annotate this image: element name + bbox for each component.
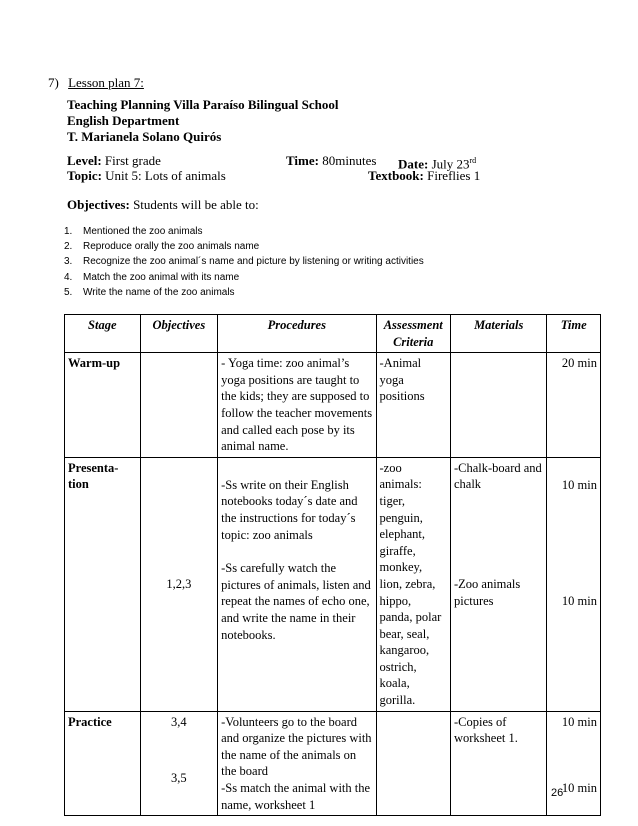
teacher-name: T. Marianela Solano Quirós — [67, 129, 222, 144]
table-header-row — [65, 315, 601, 353]
time-value: 80minutes — [322, 153, 377, 168]
objectives-value: 3,5 — [171, 771, 187, 786]
assessment-cell: -zoo animals: tiger, penguin, elephant, giraffe, monkey, lion, zebra, hippo, panda, polar bear, seal, kangaroo, ostrich, koala, gorilla. — [376, 457, 450, 711]
objective-text: Reproduce orally the zoo animals name — [83, 241, 260, 253]
procedure-step: -Ss match the animal with the name, worksheet 1 — [221, 781, 371, 812]
material-item: -Chalk-board and chalk — [453, 460, 542, 492]
page-number: 26 — [551, 787, 564, 799]
procedure-cell — [218, 711, 376, 816]
objectives-value: 1,2,3 — [166, 576, 192, 591]
procedure-step: -Ss write on their English notebooks today´s date and the instructions for today´s topic: zoo animals — [221, 477, 358, 542]
textbook-value: Fireflies 1 — [427, 168, 481, 183]
stage-cell: Warm-up — [65, 353, 141, 458]
stage-cell: Practice — [65, 711, 141, 816]
time-value: 10 min — [561, 781, 597, 796]
time-value: 10 min — [561, 477, 597, 492]
topic-label: Topic: — [67, 168, 102, 183]
objectives-label: Objectives: — [67, 197, 130, 212]
objective-item — [64, 254, 424, 269]
objectives-value: 3,4 — [171, 714, 187, 729]
procedure-step: -Volunteers go to the board and organize the pictures with the name of the animals on the board — [221, 714, 372, 779]
date-superscript: rd — [469, 156, 477, 165]
objective-text: Match the zoo animal with its name — [83, 271, 240, 283]
assessment-cell — [376, 711, 450, 816]
date-value: July 23 — [431, 156, 470, 172]
section-heading — [48, 75, 144, 91]
header-objectives: Objectives — [140, 315, 218, 353]
time-cell: 20 min — [547, 353, 601, 458]
document-header — [67, 97, 339, 145]
objective-item — [64, 270, 424, 285]
header-assessment: Assessment Criteria — [376, 315, 450, 353]
stage-cell: Presenta-tion — [65, 457, 141, 711]
section-number: 7) — [48, 75, 59, 90]
lesson-plan-table — [64, 314, 601, 816]
materials-cell — [450, 457, 547, 711]
objectives-intro: Students will be able to: — [133, 197, 259, 212]
time-value: 10 min — [561, 714, 597, 729]
level-value: First grade — [104, 153, 161, 168]
objectives-cell — [140, 353, 218, 458]
header-procedures: Procedures — [218, 315, 376, 353]
procedure-cell — [218, 457, 376, 711]
table-row-warmup — [65, 353, 601, 458]
objective-number: 3. — [64, 256, 73, 268]
objective-item — [64, 224, 424, 239]
objective-text: Recognize the zoo animal´s name and picture by listening or writing activities — [83, 256, 424, 268]
time-value: 10 min — [561, 594, 597, 609]
textbook-label: Textbook: — [368, 168, 424, 183]
header-stage: Stage — [65, 315, 141, 353]
objective-text: Mentioned the zoo animals — [83, 226, 203, 237]
objective-number: 5. — [64, 286, 73, 298]
time-label: Time: — [286, 153, 319, 168]
table-row-practice — [65, 711, 601, 816]
topic-value: Unit 5: Lots of animals — [105, 168, 226, 183]
department-name: English Department — [67, 113, 180, 128]
time-cell — [547, 711, 601, 816]
objectives-heading — [67, 197, 259, 213]
objective-item — [64, 285, 424, 300]
table-row-presentation — [65, 457, 601, 711]
objective-text: Write the name of the zoo animals — [83, 286, 235, 298]
objective-number: 1. — [64, 226, 73, 237]
materials-cell: -Copies of worksheet 1. — [450, 711, 547, 816]
objective-item — [64, 239, 424, 254]
header-time: Time — [547, 315, 601, 353]
header-materials: Materials — [450, 315, 547, 353]
materials-cell — [450, 353, 547, 458]
objective-number: 2. — [64, 241, 73, 253]
time-cell — [547, 457, 601, 711]
school-name: Teaching Planning Villa Paraíso Bilingual School — [67, 97, 339, 112]
section-title: Lesson plan 7: — [68, 75, 144, 90]
objectives-cell — [140, 457, 218, 711]
objectives-cell — [140, 711, 218, 816]
objectives-list — [64, 224, 424, 300]
procedure-step: -Ss carefully watch the pictures of animals, listen and repeat the names of echo one, and write the name in their notebooks. — [221, 561, 371, 642]
level-label: Level: — [67, 153, 102, 168]
assessment-cell: -Animal yoga positions — [376, 353, 450, 458]
date-label: Date: — [398, 156, 429, 172]
objective-number: 4. — [64, 271, 73, 283]
procedure-cell: - Yoga time: zoo animal’s yoga positions are taught to the kids; they are supposed to follow the teacher movements and called each pose by its animal name. — [218, 353, 376, 458]
material-item: -Zoo animals pictures — [453, 576, 521, 608]
